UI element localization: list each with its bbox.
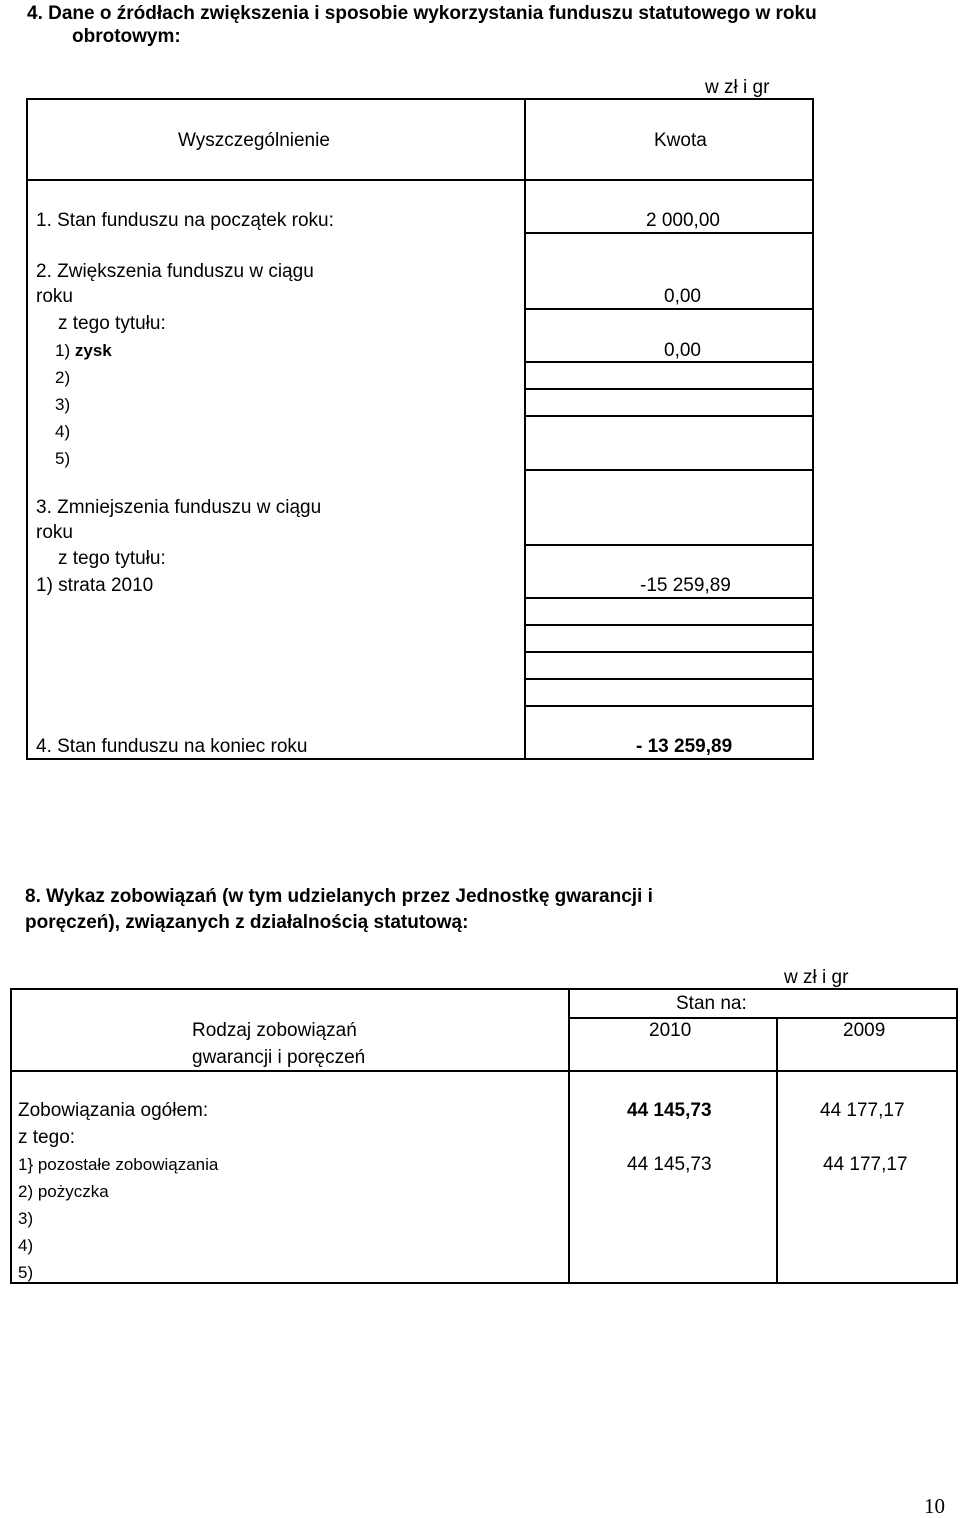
cell-line bbox=[524, 308, 814, 310]
row-label-continued: roku bbox=[36, 286, 73, 307]
cell-line bbox=[524, 232, 814, 234]
row-value-2010: 44 145,73 bbox=[627, 1100, 712, 1121]
row-label: 1. Stan funduszu na początek roku: bbox=[36, 210, 334, 231]
row-label: 3) bbox=[18, 1209, 34, 1228]
column-header-2010: 2010 bbox=[649, 1020, 692, 1041]
cell-line bbox=[524, 415, 814, 417]
row-label: Zobowiązania ogółem: bbox=[18, 1100, 209, 1121]
cell-line bbox=[524, 469, 814, 471]
row-label: 2. Zwiększenia funduszu w ciągu bbox=[36, 261, 314, 282]
row-value: 0,00 bbox=[664, 286, 701, 307]
header-subline bbox=[570, 1017, 958, 1019]
row-number: 1) bbox=[55, 341, 71, 360]
section8-heading-line1: 8. Wykaz zobowiązań (w tym udzielanych przez Jednostkę gwarancji i bbox=[25, 886, 653, 907]
table-border-right bbox=[812, 98, 814, 760]
row-label: z tego tytułu: bbox=[58, 548, 166, 569]
column-header-state: Stan na: bbox=[676, 993, 747, 1014]
section4-heading-line2: obrotowym: bbox=[72, 26, 181, 47]
row-label-bold: zysk bbox=[74, 341, 112, 360]
section8-heading-line2: poręczeń), związanych z działalnością statutową: bbox=[25, 912, 469, 933]
row-value-2009: 44 177,17 bbox=[820, 1100, 905, 1121]
section4-unit-label: w zł i gr bbox=[705, 77, 770, 98]
row-label: 4. Stan funduszu na koniec roku bbox=[36, 736, 308, 757]
table-border-top bbox=[10, 988, 958, 990]
table-border-left bbox=[26, 98, 28, 760]
row-value: 0,00 bbox=[664, 340, 701, 361]
row-label: 2) pożyczka bbox=[18, 1182, 109, 1201]
cell-line bbox=[524, 651, 814, 653]
column-header-type: Rodzaj zobowiązań bbox=[192, 1020, 357, 1041]
column-header-2009: 2009 bbox=[843, 1020, 886, 1041]
cell-line bbox=[524, 705, 814, 707]
column-header-type-continued: gwarancji i poręczeń bbox=[192, 1047, 366, 1068]
cell-line bbox=[524, 624, 814, 626]
header-separator bbox=[26, 179, 814, 181]
cell-line bbox=[524, 678, 814, 680]
cell-line bbox=[524, 544, 814, 546]
cell-line bbox=[524, 361, 814, 363]
row-label: 4) bbox=[18, 1236, 34, 1255]
row-value: 2 000,00 bbox=[646, 210, 720, 231]
table-border-bottom bbox=[26, 758, 814, 760]
row-label bbox=[55, 342, 112, 359]
row-label: 1} pozostałe zobowiązania bbox=[18, 1155, 219, 1174]
cell-line bbox=[524, 597, 814, 599]
row-label: 3. Zmniejszenia funduszu w ciągu bbox=[36, 497, 322, 518]
row-label: z tego: bbox=[18, 1127, 76, 1148]
row-label: 1) strata 2010 bbox=[36, 575, 154, 596]
row-label: 4) bbox=[55, 422, 71, 441]
row-value-2010: 44 145,73 bbox=[627, 1154, 712, 1175]
header-separator bbox=[10, 1070, 958, 1072]
row-label: 5) bbox=[18, 1263, 34, 1282]
row-label: 5) bbox=[55, 449, 71, 468]
column-divider bbox=[776, 1017, 778, 1284]
section4-heading-line1: 4. Dane o źródłach zwiększenia i sposobie wykorzystania funduszu statutowego w roku bbox=[27, 3, 817, 24]
column-divider bbox=[568, 988, 570, 1284]
column-divider bbox=[524, 98, 526, 760]
row-value-2009: 44 177,17 bbox=[823, 1154, 908, 1175]
row-label: z tego tytułu: bbox=[58, 313, 166, 334]
table-border-top bbox=[26, 98, 814, 100]
section8-unit-label: w zł i gr bbox=[784, 967, 849, 988]
row-label: 3) bbox=[55, 395, 71, 414]
column-header-amount: Kwota bbox=[654, 130, 707, 151]
row-label: 2) bbox=[55, 368, 71, 387]
column-header-description: Wyszczególnienie bbox=[178, 130, 330, 151]
row-value: -15 259,89 bbox=[640, 575, 731, 596]
cell-line bbox=[524, 388, 814, 390]
row-label-continued: roku bbox=[36, 522, 73, 543]
table-border-left bbox=[10, 988, 12, 1284]
page-number: 10 bbox=[924, 1494, 945, 1518]
table-border-bottom bbox=[10, 1282, 958, 1284]
table-border-right bbox=[956, 988, 958, 1284]
row-value: - 13 259,89 bbox=[636, 736, 733, 757]
